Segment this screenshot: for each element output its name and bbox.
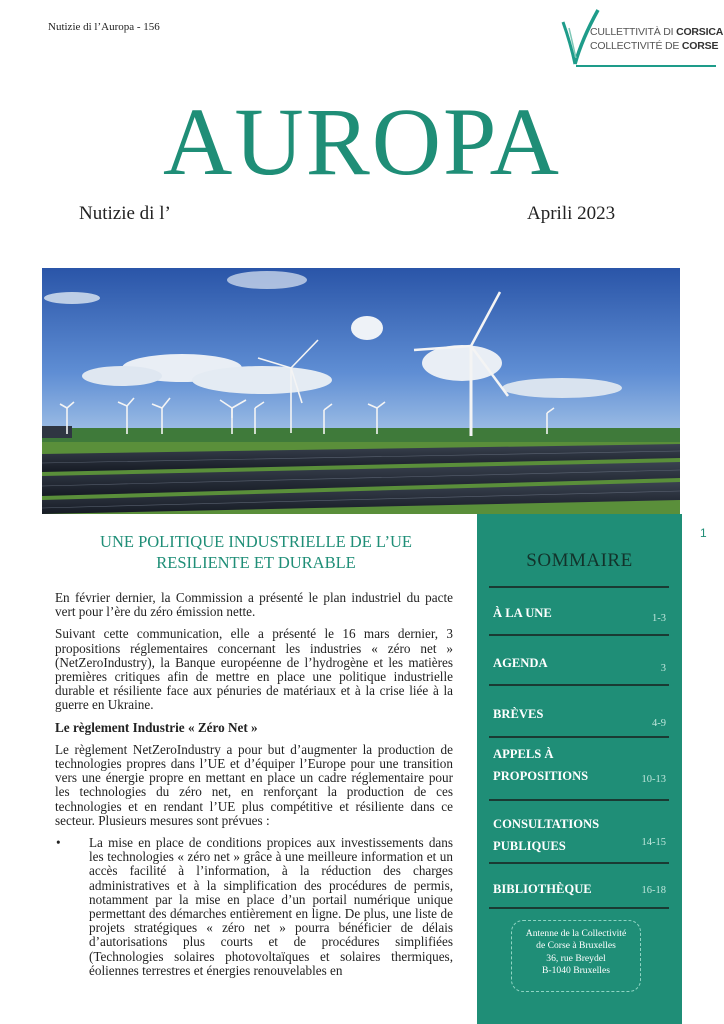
address-line: 36, rue Breydel (546, 952, 606, 964)
article-body (55, 591, 453, 978)
sommaire-title: SOMMAIRE (526, 550, 633, 571)
toc-divider (489, 799, 669, 801)
toc-divider (489, 586, 669, 588)
collectivite-corse-logo (560, 6, 724, 72)
toc-item-breves[interactable]: BRÈVES (493, 707, 544, 721)
list-item (55, 836, 453, 978)
toc-item-a-la-une[interactable]: À LA UNE (493, 606, 552, 620)
toc-pages: 4-9 (652, 718, 666, 729)
sommaire-sidebar (477, 514, 682, 1024)
toc-pages: 14-15 (641, 837, 666, 848)
toc-divider (489, 634, 669, 636)
toc-item-consultations-publiques[interactable]: CONSULTATIONS PUBLIQUES (493, 817, 600, 853)
toc-divider (489, 907, 669, 909)
article-subheading: Le règlement Industrie « Zéro Net » (55, 719, 258, 735)
address-line: de Corse à Bruxelles (536, 940, 616, 952)
toc-divider (489, 684, 669, 686)
logo-check-icon (560, 6, 600, 70)
toc-divider (489, 862, 669, 864)
article-title: UNE POLITIQUE INDUSTRIELLE DE L’UE RESILIENTE ET DURABLE (100, 532, 412, 572)
hero-image (42, 268, 680, 514)
toc-pages: 1-3 (652, 613, 666, 624)
logo-line2-bold: CORSE (681, 40, 719, 52)
article-paragraph: Le règlement NetZeroIndustry a pour but d’augmenter la production de technologies propres dans l’UE et d’équiper l’Europe pour une transition vers une énergie propre en mettant en place un cadre réglementaire pour les technologies du zéro net, en renforçant la production de ces technologies et en rendant l’UE plus compétitive et résiliente dans ce secteur. Plusieurs mesures sont prévues : (55, 741, 453, 828)
toc-pages: 16-18 (641, 885, 666, 896)
issue-label: Nutizie di l’Auropa - 156 (48, 21, 160, 33)
toc-item-agenda[interactable]: AGENDA (493, 656, 548, 670)
page-number: 1 (700, 526, 707, 540)
issue-date: Aprili 2023 (527, 203, 616, 224)
bullet-icon: • (56, 835, 61, 851)
logo-underline (576, 65, 716, 67)
address-line: B-1040 Bruxelles (542, 965, 610, 977)
list-item-text: La mise en place de conditions propices aux investissements dans les technologies « zéro net » grâce à une meilleure information et un accès facilité à l’information, à la réduction des charges administratives et à la simplification des procédures de permis, notamment par la mise en place d’un portail numérique unique permettant des démarches entièrement en ligne. De plus, une liste de projets stratégiques « zéro net » pourra bénéficier de délais d’autorisations plus courts et de procédures simplifiées (Technologies solaires photovoltaïques et solaires thermiques, éoliennes terrestres et énergies renouvelables en (89, 835, 453, 978)
article-paragraph: Suivant cette communication, elle a présenté le 16 mars dernier, 3 propositions réglementaires concernant les industries « zéro net » (NetZeroIndustry), la Banque européenne de l’hydrogène et les matières premières critiques afin de mettre en place une politique industrielle durable et résiliente face aux pénuries de matériaux et à la crise liée à la guerre en Ukraine. (55, 626, 453, 713)
logo-line1-bold: CORSICA (676, 26, 724, 38)
toc-pages: 10-13 (641, 774, 666, 785)
masthead-title: AUROPA (163, 88, 561, 195)
article-paragraph: En février dernier, la Commission a présenté le plan industriel du pacte vert pour l’ère du zéro émission nette. (55, 590, 453, 620)
wind-turbines-solar-panels-photo-icon (42, 268, 680, 514)
article-bullet-list (55, 836, 453, 978)
toc-item-appels-a-propositions[interactable]: APPELS À PROPOSITIONS (493, 747, 589, 783)
toc-pages: 3 (660, 663, 666, 674)
logo-line1-prefix: CULLETTIVITÀ DI (590, 26, 674, 38)
toc-item-bibliotheque[interactable]: BIBLIOTHÈQUE (493, 882, 592, 896)
logo-line2-prefix: COLLECTIVITÉ DE (590, 40, 680, 52)
masthead-subtitle: Nutizie di l’ (79, 203, 171, 224)
address-line: Antenne de la Collectivité (525, 928, 627, 939)
address-box (511, 920, 641, 992)
toc-divider (489, 736, 669, 738)
